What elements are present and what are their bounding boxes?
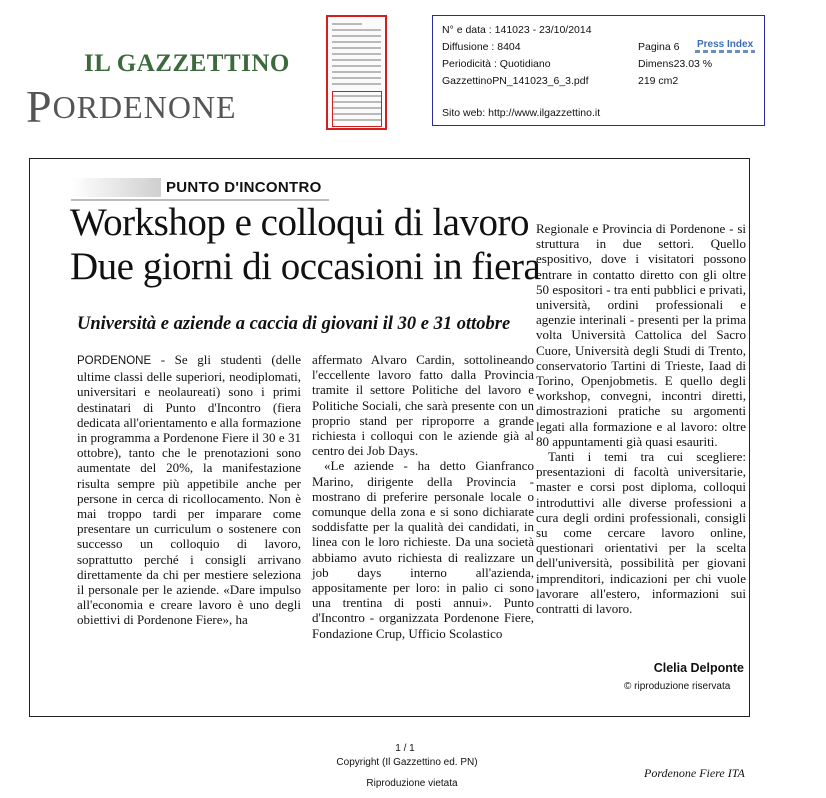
footer-client-label: Pordenone Fiere ITA xyxy=(644,766,745,780)
article-dateline: PORDENONE xyxy=(77,355,152,367)
headline-line-2: Due giorni di occasioni in fiera xyxy=(70,245,541,288)
info-pagina: Pagina 6 xyxy=(638,41,680,53)
article-clipping xyxy=(29,158,750,717)
masthead-logo xyxy=(26,48,290,132)
article-column-1 xyxy=(77,352,301,628)
footer-riproduzione: Riproduzione vietata xyxy=(366,778,458,789)
info-area: 219 cm2 xyxy=(638,75,679,87)
subheadline: Università e aziende a caccia di giovani il 30 e 31 ottobre xyxy=(77,314,511,334)
headline-line-1: Workshop e colloqui di lavoro xyxy=(70,201,529,244)
rights-notice: © riproduzione riservata xyxy=(624,681,731,692)
masthead-city xyxy=(26,76,237,132)
author-signature: Clelia Delponte xyxy=(653,661,744,675)
section-label: PUNTO D'INCONTRO xyxy=(166,179,322,196)
footer-page-count: 1 / 1 xyxy=(395,743,415,754)
article-col3-paragraph-1: Regionale e Provincia di Pordenone - si struttura in due settori. Quello espositivo, dove i visitatori possono entrare in contatto diretto con gli oltre 50 espositori - tra enti pubblici e privati, università, ordini professionali e agenzie interinali - presenti per la prima volta Università Cattolica del Sacro Cuore, Università degli Studi di Trento, conservatorio Tartini di Trieste, Iaad di Torino, Openjobmetis. E quello degli workshop, convegni, incontri diretti, dimostrazioni pratiche su argomenti legati alla formazione e al lavoro: oltre 80 appuntamenti già quasi esauriti. xyxy=(536,221,746,449)
article-col2-paragraph-2: «Le aziende - ha detto Gianfranco Marino, dirigente della Provincia - mostrano di preferire personale locale o comunque della zona e si sono dichiarate soddisfatte per la qualità dei candidati, in linea con le loro richieste. Da una società abbiamo avuto richiesta di realizzare un job days interno all'azienda, appositamente per loro: in palio ci sono una trentina di posti annui». Punto d'Incontro - organizzata Pordenone Fiere, Fondazione Crup, Ufficio Scolastico xyxy=(312,458,534,641)
article-col3-paragraph-2: Tanti i temi tra cui scegliere: presentazioni di facoltà universitarie, master e corsi post diploma, colloqui introduttivi alle diverse professioni a cura degli ordini professionali, consigli su come cercare lavoro online, questionari orientativi per la scelta dell'università, possibilità per giovani imprenditori, indicazioni per chi vuole lavorare all'estero, informazioni sui contratti di lavoro. xyxy=(536,449,746,617)
press-index-logo: Press Index xyxy=(697,39,754,50)
info-diffusione: Diffusione : 8404 xyxy=(442,41,521,53)
footer-copyright: Copyright (Il Gazzettino ed. PN) xyxy=(336,757,478,768)
thumbnail-highlight xyxy=(332,91,382,127)
page-thumbnail xyxy=(326,15,387,130)
info-sito: Sito web: http://www.ilgazzettino.it xyxy=(442,107,601,119)
info-number-date: N° e data : 141023 - 23/10/2014 xyxy=(442,24,592,36)
info-periodicita: Periodicità : Quotidiano xyxy=(442,58,551,70)
article-column-3 xyxy=(536,221,746,616)
article-col1-text: - Se gli studenti (delle ultime classi delle superiori, neodiplomati, universitari e neolaureati) sono i primi destinatari di Punto d'Incontro (fiera dedicata all'orientamento e alla formazione in programma a Pordenone Fiere il 30 e 31 ottobre), tanto che le prenotazioni sono aumentate del 20%, la manifestazione risulta sempre più appetibile anche per persone in cerca di ricollocamento. Non è mai troppo tardi per imparare come presentare un curriculum o sostenere con successo un colloquio di lavoro, soprattutto perché i consigli arrivano direttamente da chi per mestiere seleziona il personale per le aziende. «Dare impulso all'economia e creare lavoro è uno degli obiettivi di Pordenone Fiere», ha xyxy=(77,352,301,628)
masthead-city-rest: ORDENONE xyxy=(52,89,237,125)
masthead-brand: IL GAZZETTINO xyxy=(84,50,290,77)
section-bar xyxy=(71,178,161,197)
press-index-logo-mark xyxy=(695,50,755,53)
masthead-city-initial: P xyxy=(26,81,53,132)
article-col2-paragraph-1: affermato Alvaro Cardin, sottolineando l'eccellente lavoro fatto dalla Provincia tramite il settore Politiche del lavoro e Politiche Sociali, che sarà presente con un proprio stand per riproporre a grande richiesta i colloqui con le aziende già al centro dei Job Days. xyxy=(312,352,534,459)
article-column-2 xyxy=(312,352,534,641)
info-dimens: Dimens23.03 % xyxy=(638,58,713,70)
info-file: GazzettinoPN_141023_6_3.pdf xyxy=(442,75,589,87)
press-info-box xyxy=(432,15,765,126)
